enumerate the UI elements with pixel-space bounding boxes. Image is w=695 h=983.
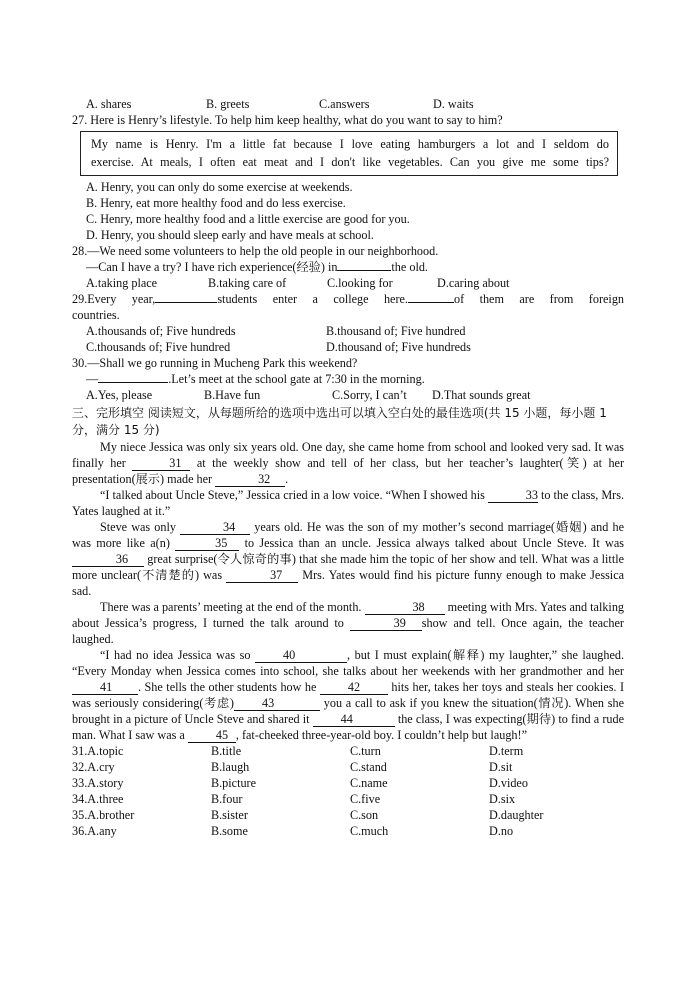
q27-option-a: A. Henry, you can only do some exercise at weekends. [86, 180, 353, 194]
q29-line2: countries. [72, 308, 120, 322]
q27-box-line2: exercise. At meals, I often eat meat and I don't like vegetables. Can you give me some tips? [91, 155, 609, 169]
answer-33-d: D.video [489, 776, 528, 790]
answer-row-36 [72, 823, 624, 839]
section-heading: 三、完形填空 阅读短文，从每题所给的选项中选出可以填入空白处的最佳选项(共 15 小题，每小题 1 分，满分 15 分) [72, 406, 607, 437]
blank-39: 39 [350, 617, 422, 631]
answer-31-c: C.turn [350, 744, 381, 758]
q28-option-c: C.looking for [327, 276, 393, 290]
blank-42: 42 [320, 681, 388, 695]
q28-line2: —Can I have a try? I have rich experience(经验) in the old. [86, 260, 428, 274]
q29-option-b: B.thousand of; Five hundred [326, 324, 466, 338]
q28-options [72, 275, 624, 291]
answer-32-d: D.sit [489, 760, 513, 774]
answer-34-c: C.five [350, 792, 381, 806]
answer-32-a: 32.A.cry [72, 760, 115, 774]
q27-option-d: D. Henry, you should sleep early and have meals at school. [86, 228, 374, 242]
answer-34-b: B.four [211, 792, 243, 806]
blank-37: 37 [226, 569, 298, 583]
cloze-passage [72, 439, 624, 743]
q27-box [80, 131, 618, 176]
answer-31-d: D.term [489, 744, 524, 758]
q28-option-b: B.taking care of [208, 276, 287, 290]
blank-40: 40 [255, 649, 347, 663]
answer-row-35 [72, 807, 624, 823]
q29-option-a: A.thousands of; Five hundreds [86, 324, 236, 338]
answer-36-a: 36.A.any [72, 824, 117, 838]
passage-paragraph-1: My niece Jessica was only six years old. One day, she came home from school and looked very sad. It was finally her 31 at the weekly show and tell of her class, but her teacher’s laughter(笑) at her presentation(展示) made her 32 . [72, 440, 625, 486]
blank-31: 31 [132, 457, 190, 471]
answer-32-c: C.stand [350, 760, 387, 774]
answer-32-b: B.laugh [211, 760, 250, 774]
q30-option-c: C.Sorry, I can’t [332, 388, 407, 402]
exam-page [72, 96, 624, 839]
answer-row-32 [72, 759, 624, 775]
answer-35-b: B.sister [211, 808, 248, 822]
passage-paragraph-3: Steve was only 34 years old. He was the son of my mother’s second marriage(婚姻) and he was more like a(n) 35 to Jessica than an uncle. Jessica always talked about Uncle Steve. It was 36 great surprise(令人惊奇的事) that she made him the topic of her show and tell. What was a little more unclear(不清楚的) was 37 Mrs. Yates would find his picture funny enough to make Jessica sad. [72, 520, 625, 598]
answer-33-c: C.name [350, 776, 388, 790]
q27-stem: 27. Here is Henry’s lifestyle. To help him keep healthy, what do you want to say to him? [72, 113, 503, 127]
q29-option-c: C.thousands of; Five hundred [86, 340, 231, 354]
q30-line2: — .Let’s meet at the school gate at 7:30 in the morning. [86, 372, 425, 386]
blank-33: 33 [488, 489, 538, 503]
q27-box-line1: My name is Henry. I'm a little fat because I love eating hamburgers a lot and I seldom do [91, 137, 609, 151]
q28-blank [337, 270, 391, 271]
q28-option-d: D.caring about [437, 276, 510, 290]
passage-paragraph-2: “I talked about Uncle Steve,” Jessica cried in a low voice. “When I showed his 33 to the class, Mrs. Yates laughed at it.” [72, 488, 624, 518]
q28-line1: 28.—We need some volunteers to help the old people in our neighborhood. [72, 244, 439, 258]
q29-option-d: D.thousand of; Five hundreds [326, 340, 471, 354]
answer-33-b: B.picture [211, 776, 257, 790]
answer-36-d: D.no [489, 824, 514, 838]
q30-option-d: D.That sounds great [432, 388, 531, 402]
blank-32: 32 [215, 473, 285, 487]
answer-options [72, 743, 624, 839]
answer-36-c: C.much [350, 824, 389, 838]
answer-31-b: B.title [211, 744, 242, 758]
q27-option-c: C. Henry, more healthy food and a little exercise are good for you. [86, 212, 410, 226]
q30-option-a: A.Yes, please [86, 388, 153, 402]
q26-option-c: C.answers [319, 97, 370, 111]
passage-paragraph-4: There was a parents’ meeting at the end of the month. 38 meeting with Mrs. Yates and talking about Jessica’s progress, I turned the talk around to 39 show and tell. Once again, the teacher laughed. [72, 600, 625, 646]
q26-options [72, 96, 624, 112]
answer-row-31 [72, 743, 624, 759]
q30-blank [98, 382, 168, 383]
q29-blank-1 [155, 302, 217, 303]
blank-43: 43 [234, 697, 320, 711]
q29-blank-2 [408, 302, 454, 303]
q26-option-a: A. shares [86, 97, 132, 111]
blank-38: 38 [365, 601, 445, 615]
passage-paragraph-5: “I had no idea Jessica was so 40 , but I must explain(解释) my laughter,” she laughed. “Every Monday when Jessica comes into school, she talks about her weekends with her grandmother and her 41 . She tells the other students how he 42 hits her, takes her toys and steals her cookies. I was seriously considering(考虑) 43 you a call to ask if you knew the situation(情况). When she brought in a picture of Uncle Steve and shared it 44 the class, I was expecting(期待) to find a rude man. What I saw was a 45 , fat-cheeked three-year-old boy. I couldn’t help but laugh!” [72, 648, 625, 742]
blank-45: 45 [188, 729, 236, 743]
blank-44: 44 [313, 713, 395, 727]
answer-35-d: D.daughter [489, 808, 544, 822]
q30-options [72, 387, 624, 403]
answer-34-d: D.six [489, 792, 516, 806]
answer-35-c: C.son [350, 808, 379, 822]
q27-option-b: B. Henry, eat more healthy food and do less exercise. [86, 196, 346, 210]
q29-options [72, 323, 624, 355]
answer-35-a: 35.A.brother [72, 808, 135, 822]
answer-31-a: 31.A.topic [72, 744, 124, 758]
blank-34: 34 [180, 521, 250, 535]
q28-option-a: A.taking place [86, 276, 158, 290]
answer-row-33 [72, 775, 624, 791]
q26-option-b: B. greets [206, 97, 250, 111]
q26-option-d: D. waits [433, 97, 474, 111]
answer-row-34 [72, 791, 624, 807]
blank-41: 41 [72, 681, 138, 695]
q30-line1: 30.—Shall we go running in Mucheng Park this weekend? [72, 356, 358, 370]
q29-line1: 29.Every year, students enter a college here. of them are from foreign [72, 292, 625, 306]
blank-36: 36 [72, 553, 144, 567]
answer-36-b: B.some [211, 824, 248, 838]
answer-33-a: 33.A.story [72, 776, 124, 790]
blank-35: 35 [175, 537, 239, 551]
q30-option-b: B.Have fun [204, 388, 261, 402]
answer-34-a: 34.A.three [72, 792, 124, 806]
